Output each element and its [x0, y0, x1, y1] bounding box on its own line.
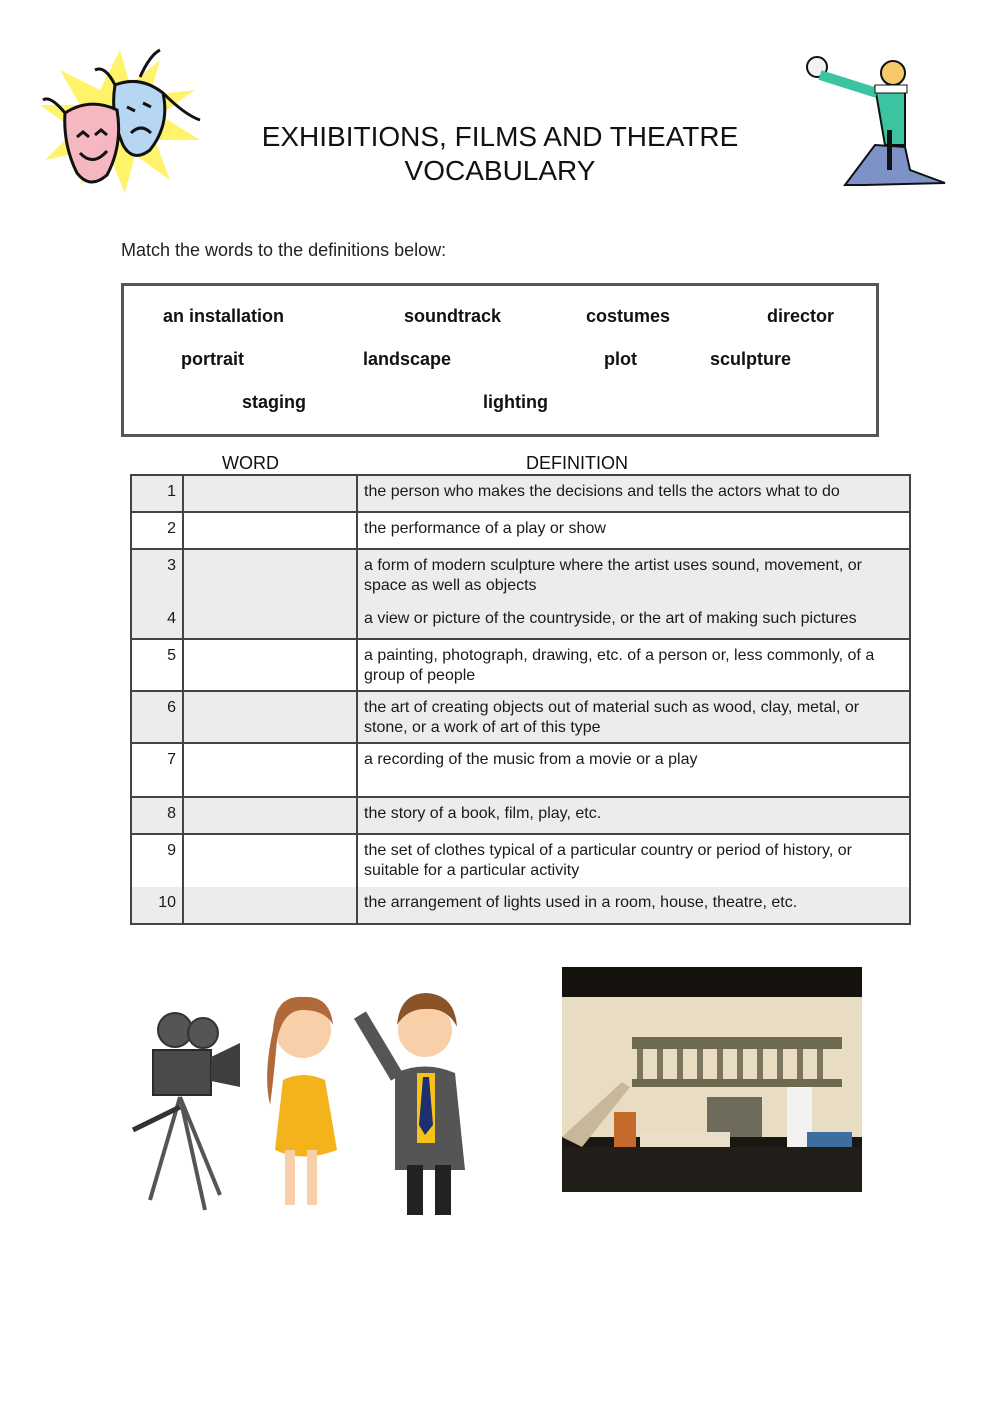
word-bank-item: director: [767, 306, 835, 326]
table-row: [131, 834, 910, 887]
definition-cell: the performance of a play or show: [357, 512, 910, 549]
table-row: [131, 512, 910, 549]
definition-cell: a painting, photograph, drawing, etc. of a person or, less commonly, of a group of people: [357, 639, 910, 691]
table-row: [131, 603, 910, 639]
row-number: 8: [131, 797, 183, 834]
row-number: 7: [131, 743, 183, 797]
definition-cell: the arrangement of lights used in a room, house, theatre, etc.: [357, 887, 910, 924]
theatre-stage-photo: [562, 967, 862, 1192]
column-header-definition: DEFINITION: [526, 453, 628, 473]
word-bank-item: costumes: [586, 306, 671, 326]
definition-cell: the story of a book, film, play, etc.: [357, 797, 910, 834]
word-answer-cell[interactable]: [183, 743, 357, 797]
theatre-masks-icon: [35, 45, 205, 195]
title-line-2: VOCABULARY: [404, 155, 596, 186]
film-set-cartoon-image: [125, 985, 485, 1225]
column-header-word: WORD: [222, 453, 279, 473]
row-number: 2: [131, 512, 183, 549]
word-answer-cell[interactable]: [183, 834, 357, 887]
word-bank-item: landscape: [363, 349, 452, 369]
vocabulary-table: [130, 474, 911, 925]
row-number: 9: [131, 834, 183, 887]
definition-cell: a form of modern sculpture where the artist uses sound, movement, or space as well as objects: [357, 549, 910, 603]
word-bank-item: plot: [604, 349, 637, 369]
table-row: [131, 691, 910, 743]
word-answer-cell[interactable]: [183, 549, 357, 603]
row-number: 5: [131, 639, 183, 691]
title-line-1: EXHIBITIONS, FILMS AND THEATRE: [261, 121, 739, 152]
definition-cell: the set of clothes typical of a particular country or period of history, or suitable for a particular activity: [357, 834, 910, 887]
table-row: [131, 887, 910, 924]
word-answer-cell[interactable]: [183, 639, 357, 691]
word-bank-item: lighting: [483, 392, 548, 412]
hamlet-actor-icon: [805, 55, 950, 190]
definition-cell: the person who makes the decisions and tells the actors what to do: [357, 475, 910, 512]
instructions: Match the words to the definitions below:: [121, 240, 447, 260]
definition-cell: a view or picture of the countryside, or the art of making such pictures: [357, 603, 910, 639]
word-answer-cell[interactable]: [183, 512, 357, 549]
table-row: [131, 797, 910, 834]
word-bank-item: sculpture: [710, 349, 792, 369]
word-answer-cell[interactable]: [183, 887, 357, 924]
table-row: [131, 743, 910, 797]
word-answer-cell[interactable]: [183, 603, 357, 639]
word-answer-cell[interactable]: [183, 475, 357, 512]
word-bank-item: soundtrack: [404, 306, 502, 326]
word-bank-item: portrait: [181, 349, 244, 369]
word-answer-cell[interactable]: [183, 797, 357, 834]
row-number: 1: [131, 475, 183, 512]
word-answer-cell[interactable]: [183, 691, 357, 743]
row-number: 10: [131, 887, 183, 924]
table-row: [131, 475, 910, 512]
word-bank-item: an installation: [163, 306, 285, 326]
row-number: 6: [131, 691, 183, 743]
table-row: [131, 639, 910, 691]
word-bank: [121, 283, 879, 437]
row-number: 4: [131, 603, 183, 639]
definition-cell: the art of creating objects out of material such as wood, clay, metal, or stone, or a work of art of this type: [357, 691, 910, 743]
definition-cell: a recording of the music from a movie or a play: [357, 743, 910, 797]
page-title: [200, 120, 800, 188]
word-bank-item: staging: [242, 392, 307, 412]
table-row: [131, 549, 910, 603]
row-number: 3: [131, 549, 183, 603]
